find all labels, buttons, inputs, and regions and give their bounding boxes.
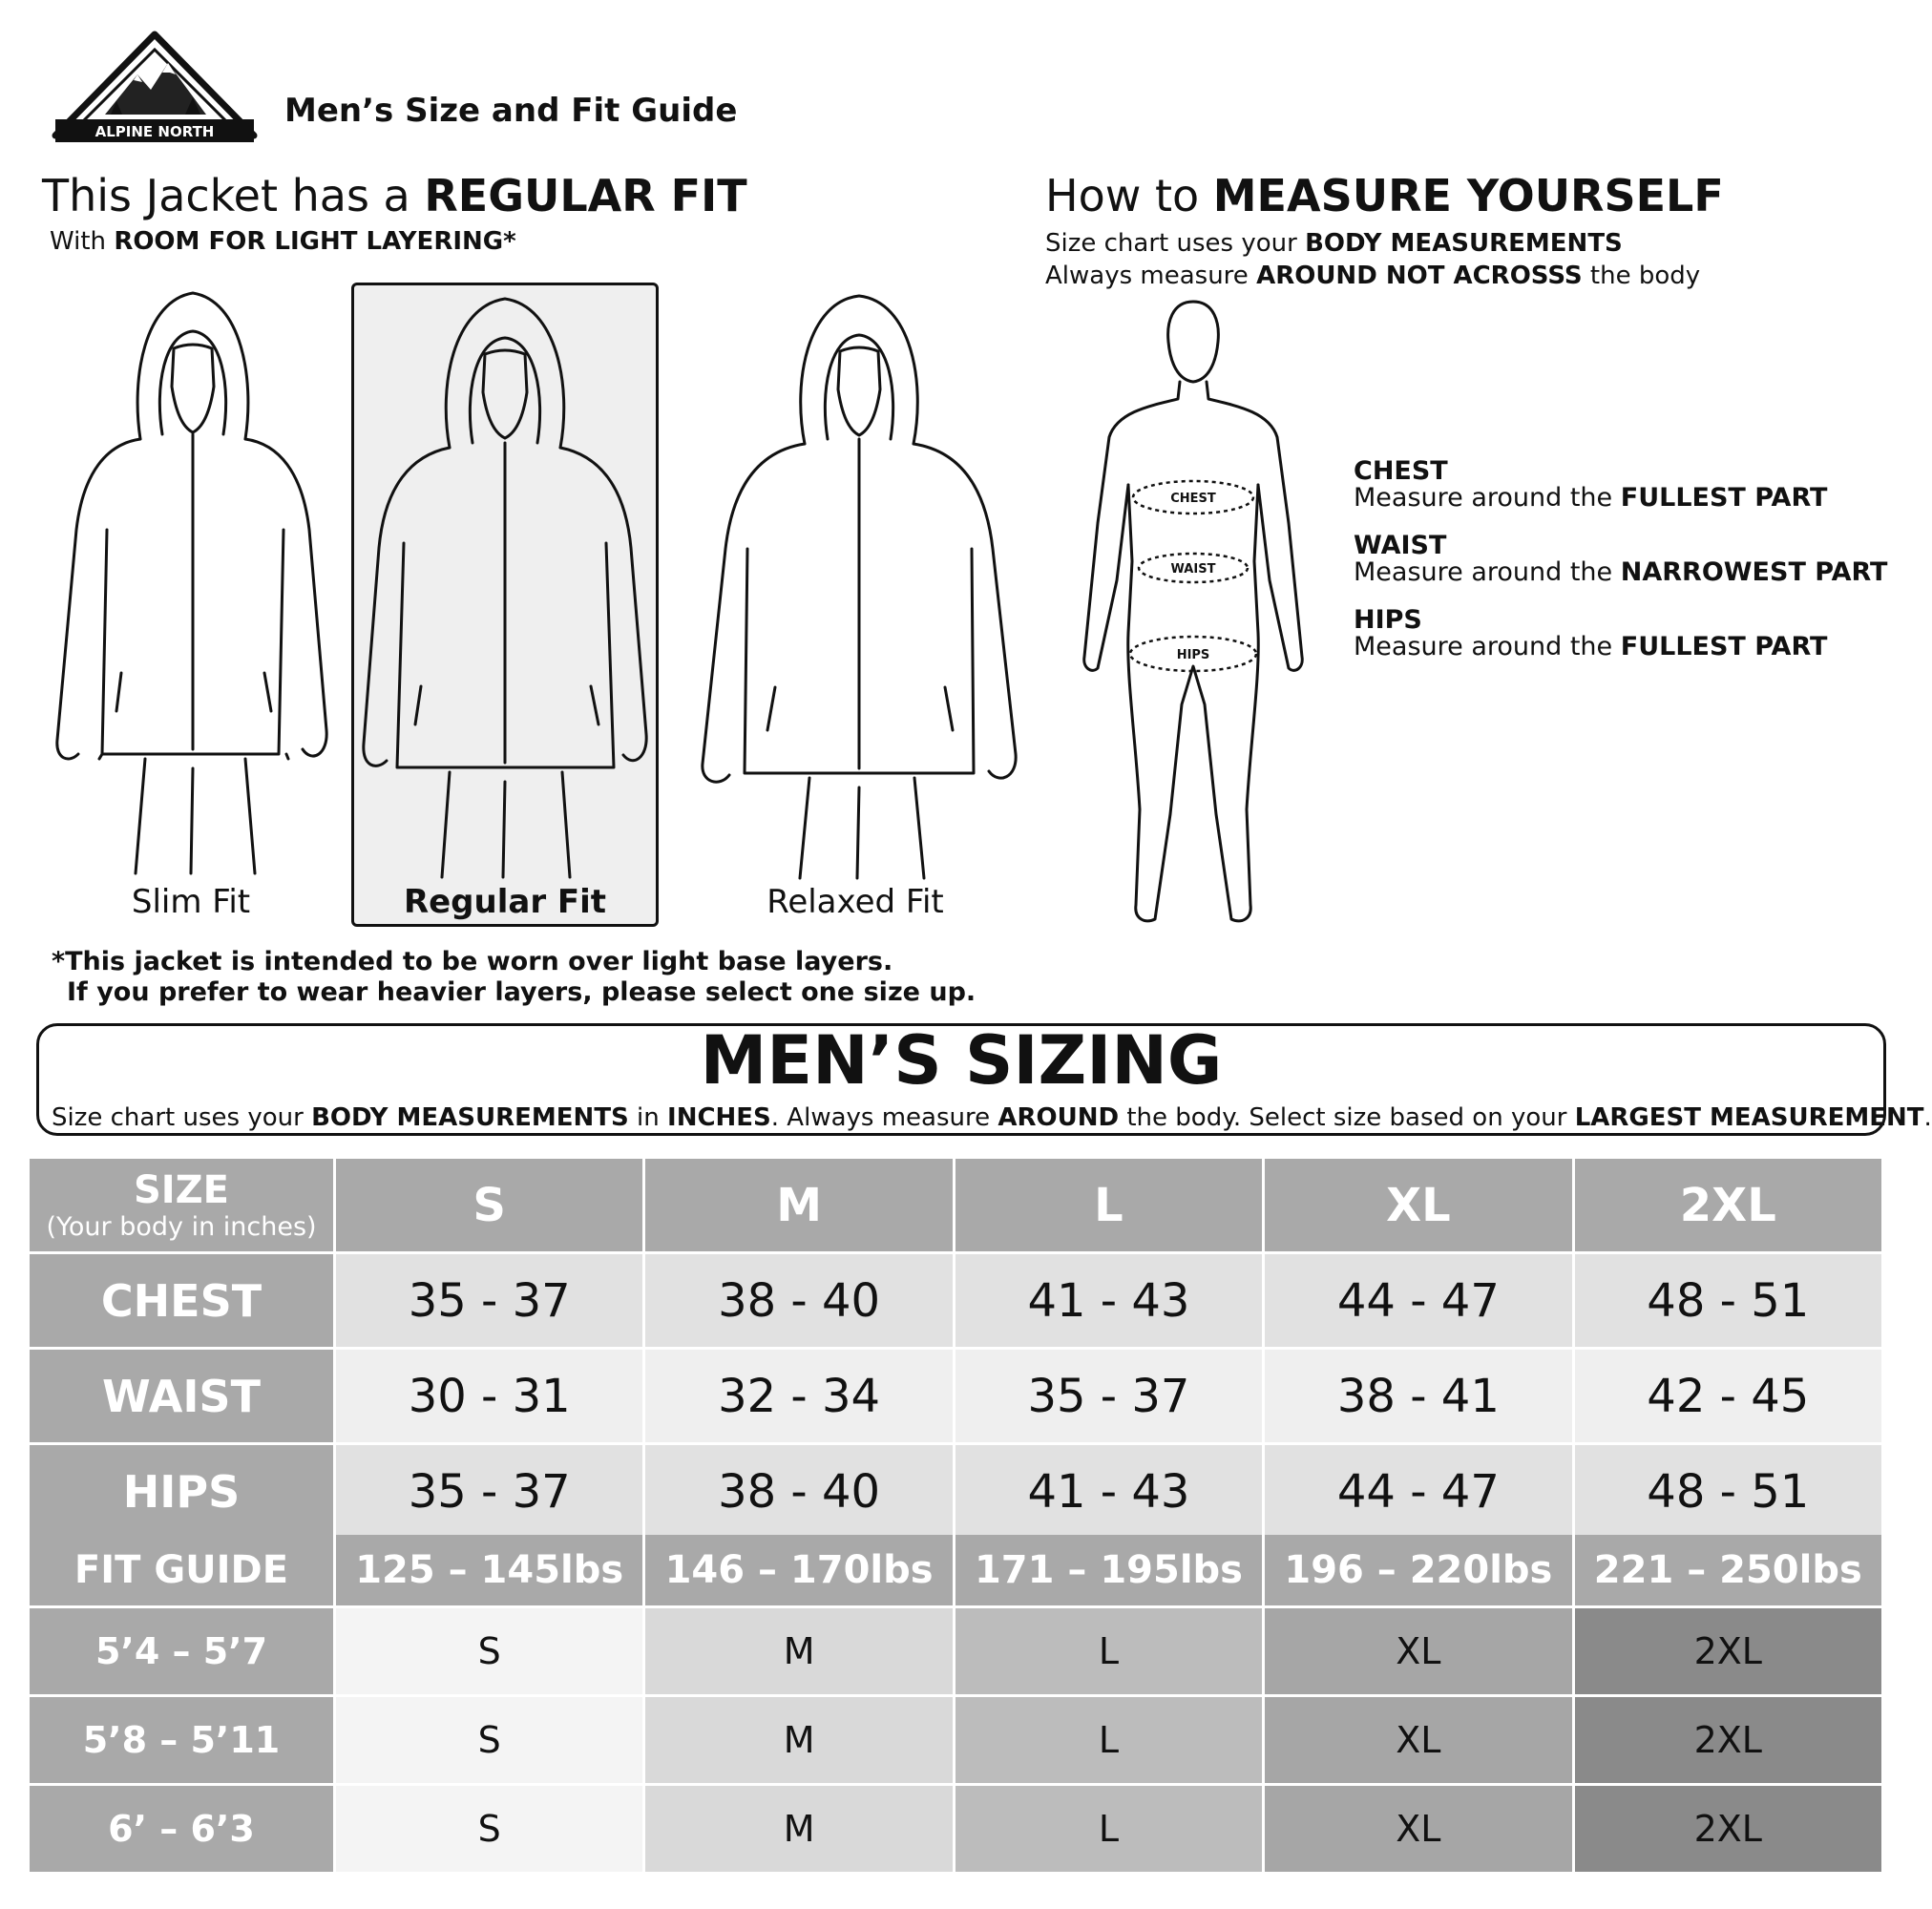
layering-note-line-2: If you prefer to wear heavier layers, please select one size up.	[67, 977, 976, 1007]
measure-sub2-post: the body	[1582, 262, 1701, 290]
slim-fit-jacket-illustration	[50, 282, 336, 877]
table-cell: L	[956, 1786, 1262, 1872]
hips-description	[1354, 632, 1827, 661]
fit-sub-pre: With	[50, 227, 115, 256]
table-cell: 30 - 31	[336, 1350, 642, 1442]
size-chart-table	[27, 1156, 1884, 1541]
fit-guide-corner: FIT GUIDE	[30, 1535, 333, 1605]
fit-subheading	[50, 227, 516, 256]
table-cell: M	[645, 1786, 952, 1872]
fit-label-slim: Slim Fit	[131, 883, 251, 921]
sizing-note-part: AROUND	[998, 1103, 1120, 1132]
size-corner-title: SIZE	[133, 1167, 230, 1212]
size-col-2xl: 2XL	[1575, 1159, 1881, 1251]
table-row-height-3	[30, 1786, 1881, 1872]
fit-heading-bold: REGULAR FIT	[424, 170, 747, 221]
size-col-l: L	[956, 1159, 1262, 1251]
height-label: 5’4 – 5’7	[30, 1608, 333, 1694]
weight-col-5: 221 – 250lbs	[1575, 1535, 1881, 1605]
measure-heading-pre: How to	[1045, 170, 1213, 221]
size-col-xl: XL	[1265, 1159, 1571, 1251]
table-cell: XL	[1265, 1608, 1571, 1694]
table-cell: 35 - 37	[336, 1445, 642, 1538]
table-cell: L	[956, 1697, 1262, 1783]
fit-heading-pre: This Jacket has a	[42, 170, 425, 221]
table-cell: 48 - 51	[1575, 1445, 1881, 1538]
fit-sub-bold: ROOM FOR LIGHT LAYERING*	[114, 227, 516, 256]
weight-col-2: 146 – 170lbs	[645, 1535, 952, 1605]
chest-title: CHEST	[1354, 456, 1448, 486]
fit-label-regular: Regular Fit	[403, 883, 607, 921]
table-row-height-2	[30, 1697, 1881, 1783]
table-cell: 48 - 51	[1575, 1254, 1881, 1347]
hips-title: HIPS	[1354, 605, 1422, 635]
row-label-chest: CHEST	[30, 1254, 333, 1347]
sizing-note-part: Size chart uses your	[52, 1103, 312, 1132]
table-cell: M	[645, 1608, 952, 1694]
weight-col-3: 171 – 195lbs	[956, 1535, 1262, 1605]
sizing-note-part: . Always measure	[770, 1103, 998, 1132]
table-row-waist	[30, 1350, 1881, 1442]
measure-heading-bold: MEASURE YOURSELF	[1212, 170, 1724, 221]
logo-text: ALPINE NORTH	[94, 123, 215, 140]
table-cell: 35 - 37	[336, 1254, 642, 1347]
hips-desc-bold: FULLEST PART	[1620, 632, 1828, 661]
chest-desc-bold: FULLEST PART	[1620, 483, 1828, 513]
table-cell: 35 - 37	[956, 1350, 1262, 1442]
table-cell: 38 - 40	[645, 1445, 952, 1538]
waist-description	[1354, 557, 1887, 587]
sizing-note-part: INCHES	[667, 1103, 771, 1132]
table-cell: 38 - 41	[1265, 1350, 1571, 1442]
sizing-note-part: in	[628, 1103, 668, 1132]
row-label-waist: WAIST	[30, 1350, 333, 1442]
table-cell: M	[645, 1697, 952, 1783]
table-cell: 41 - 43	[956, 1254, 1262, 1347]
table-cell: 32 - 34	[645, 1350, 952, 1442]
table-row-hips	[30, 1445, 1881, 1538]
measure-sub1-pre: Size chart uses your	[1045, 229, 1306, 258]
size-corner-cell	[30, 1159, 333, 1251]
table-cell: L	[956, 1608, 1262, 1694]
weight-col-1: 125 – 145lbs	[336, 1535, 642, 1605]
measure-subheading-2	[1045, 262, 1700, 290]
measure-sub1-bold: BODY MEASUREMENTS	[1305, 229, 1623, 258]
waist-desc-bold: NARROWEST PART	[1620, 557, 1888, 587]
table-cell: 2XL	[1575, 1786, 1881, 1872]
measure-heading	[1045, 170, 1724, 221]
figure-label-hips: HIPS	[1176, 648, 1210, 662]
body-measurement-figure	[1079, 294, 1308, 937]
table-cell: 42 - 45	[1575, 1350, 1881, 1442]
sizing-title: MEN’S SIZING	[700, 1021, 1223, 1100]
size-header-row	[30, 1159, 1881, 1251]
alpine-north-logo	[50, 31, 260, 149]
fit-heading	[42, 170, 747, 221]
hips-desc-pre: Measure around the	[1354, 632, 1621, 661]
table-cell: 2XL	[1575, 1608, 1881, 1694]
table-cell: 2XL	[1575, 1697, 1881, 1783]
table-cell: 44 - 47	[1265, 1445, 1571, 1538]
regular-fit-jacket-illustration	[354, 285, 656, 877]
height-label: 6’ – 6’3	[30, 1786, 333, 1872]
waist-title: WAIST	[1354, 531, 1447, 560]
relaxed-fit-jacket-illustration	[695, 286, 1019, 882]
table-cell: 41 - 43	[956, 1445, 1262, 1538]
table-row-chest	[30, 1254, 1881, 1347]
table-cell: 44 - 47	[1265, 1254, 1571, 1347]
height-label: 5’8 – 5’11	[30, 1697, 333, 1783]
figure-label-chest: CHEST	[1170, 492, 1216, 506]
layering-note-line-1: *This jacket is intended to be worn over light base layers.	[52, 947, 893, 976]
guide-title: Men’s Size and Fit Guide	[284, 92, 738, 130]
sizing-note-part: BODY MEASUREMENTS	[311, 1103, 629, 1132]
measure-sub2-bold: AROUND NOT ACROSSS	[1256, 262, 1583, 290]
fit-header-row	[30, 1535, 1881, 1605]
table-cell: S	[336, 1697, 642, 1783]
weight-col-4: 196 – 220lbs	[1265, 1535, 1571, 1605]
measure-sub2-pre: Always measure	[1045, 262, 1257, 290]
table-cell: XL	[1265, 1786, 1571, 1872]
measure-subheading-1	[1045, 229, 1623, 258]
waist-desc-pre: Measure around the	[1354, 557, 1621, 587]
table-cell: S	[336, 1786, 642, 1872]
sizing-note-part: the body. Select size based on your	[1119, 1103, 1575, 1132]
size-col-s: S	[336, 1159, 642, 1251]
figure-label-waist: WAIST	[1170, 562, 1216, 577]
row-label-hips: HIPS	[30, 1445, 333, 1538]
fit-label-relaxed: Relaxed Fit	[766, 883, 944, 921]
table-row-height-1	[30, 1608, 1881, 1694]
chest-desc-pre: Measure around the	[1354, 483, 1621, 513]
size-corner-sub: (Your body in inches)	[46, 1211, 317, 1242]
fit-guide-table	[27, 1532, 1884, 1875]
table-cell: 38 - 40	[645, 1254, 952, 1347]
chest-description	[1354, 483, 1827, 513]
regular-fit-panel[interactable]	[351, 283, 659, 927]
table-cell: S	[336, 1608, 642, 1694]
sizing-note-part: LARGEST MEASUREMENT	[1574, 1103, 1924, 1132]
sizing-note-part: .	[1923, 1103, 1932, 1132]
table-cell: XL	[1265, 1697, 1571, 1783]
size-col-m: M	[645, 1159, 952, 1251]
sizing-note	[52, 1103, 1932, 1132]
